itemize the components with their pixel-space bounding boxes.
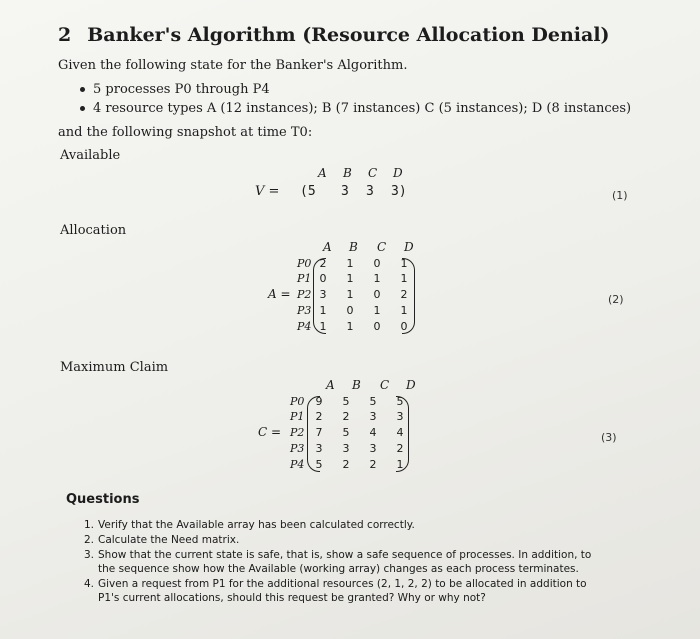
available-header: D — [393, 166, 403, 180]
allocation-cell: 1 — [346, 320, 354, 333]
maximum-claim-label: Maximum Claim — [60, 360, 169, 375]
question-number: 2. — [84, 534, 95, 546]
maximum-cell: 2 — [315, 410, 323, 423]
allocation-cell: 1 — [346, 272, 354, 285]
maximum-cell: 4 — [369, 426, 377, 439]
allocation-cell: 1 — [373, 272, 381, 285]
question-text-continued: the sequence show how the Available (working array) changes as each process terminates. — [98, 563, 579, 575]
equation-number-1: (1) — [612, 189, 628, 202]
maximum-cell: 2 — [342, 458, 350, 471]
maximum-cell: 5 — [342, 395, 350, 408]
maximum-cell: 5 — [342, 426, 350, 439]
maximum-cell: 5 — [369, 395, 377, 408]
question-text: Verify that the Available array has been calculated correctly. — [98, 519, 415, 531]
maximum-cell: 2 — [342, 410, 350, 423]
question-number: 4. — [84, 578, 95, 590]
allocation-process: P2 — [297, 288, 312, 301]
section-title — [58, 24, 610, 46]
allocation-header: C — [377, 240, 387, 254]
maximum-cell: 2 — [396, 442, 404, 455]
questions-heading: Questions — [66, 492, 140, 507]
bullet-item — [80, 82, 270, 97]
allocation-header: D — [404, 240, 414, 254]
available-label: Available — [60, 148, 121, 163]
available-value: (5 — [300, 184, 316, 199]
available-value: 3 — [366, 184, 374, 199]
allocation-cell: 1 — [400, 304, 408, 317]
available-header: B — [343, 166, 352, 180]
available-value: 3 — [341, 184, 349, 199]
allocation-process: P4 — [297, 320, 312, 333]
bullet-text: 5 processes P0 through P4 — [93, 82, 270, 97]
maximum-cell: 2 — [369, 458, 377, 471]
section-number: 2 — [58, 24, 72, 46]
available-header: C — [368, 166, 378, 180]
maximum-header: B — [352, 378, 361, 392]
maximum-process: P3 — [290, 442, 305, 455]
available-value: 3) — [391, 184, 407, 199]
maximum-cell: 3 — [315, 442, 323, 455]
maximum-process: P4 — [290, 458, 305, 471]
allocation-cell: 1 — [400, 272, 408, 285]
equation-number-2: (2) — [608, 293, 624, 306]
maximum-header: C — [380, 378, 390, 392]
question-item — [84, 549, 591, 561]
maximum-cell: 4 — [396, 426, 404, 439]
maximum-process: P0 — [290, 395, 305, 408]
maximum-matrix-name: C = — [258, 425, 282, 439]
maximum-cell: 3 — [342, 442, 350, 455]
maximum-cell: 1 — [396, 458, 404, 471]
question-item — [84, 534, 239, 546]
bullet-dot — [80, 106, 85, 111]
allocation-cell: 0 — [373, 288, 381, 301]
question-text: Calculate the Need matrix. — [98, 534, 240, 546]
question-number: 3. — [84, 549, 95, 561]
question-item — [84, 578, 587, 590]
maximum-process: P1 — [290, 410, 305, 423]
allocation-cell: 1 — [346, 288, 354, 301]
maximum-header: A — [326, 378, 335, 392]
available-vector-name: V = — [255, 184, 280, 199]
maximum-process: P2 — [290, 426, 305, 439]
section-heading: Banker's Algorithm (Resource Allocation Denial) — [87, 24, 610, 46]
maximum-cell: 3 — [396, 410, 404, 423]
equation-number-3: (3) — [601, 431, 617, 444]
maximum-cell: 9 — [315, 395, 323, 408]
allocation-process: P3 — [297, 304, 312, 317]
allocation-cell: 0 — [373, 320, 381, 333]
allocation-cell: 1 — [373, 304, 381, 317]
allocation-cell: 3 — [319, 288, 327, 301]
intro-text: Given the following state for the Banker's Algorithm. — [58, 58, 408, 73]
maximum-cell: 5 — [396, 395, 404, 408]
allocation-cell: 1 — [319, 304, 327, 317]
maximum-cell: 5 — [315, 458, 323, 471]
allocation-cell: 1 — [346, 257, 354, 270]
allocation-matrix-name: A = — [268, 287, 291, 301]
question-text: Given a request from P1 for the additional resources (2, 1, 2, 2) to be allocated in addition to — [98, 578, 587, 590]
bullet-dot — [80, 87, 85, 92]
allocation-cell: 2 — [319, 257, 327, 270]
allocation-cell: 0 — [373, 257, 381, 270]
allocation-cell: 1 — [400, 257, 408, 270]
allocation-header: B — [349, 240, 358, 254]
allocation-cell: 0 — [346, 304, 354, 317]
allocation-cell: 0 — [400, 320, 408, 333]
bullet-item — [80, 101, 631, 116]
question-text: Show that the current state is safe, that is, show a safe sequence of processes. In addition, to — [98, 549, 592, 561]
allocation-process: P0 — [297, 257, 312, 270]
maximum-cell: 7 — [315, 426, 323, 439]
allocation-cell: 1 — [319, 320, 327, 333]
maximum-cell: 3 — [369, 442, 377, 455]
allocation-header: A — [323, 240, 332, 254]
available-header: A — [318, 166, 327, 180]
allocation-process: P1 — [297, 272, 312, 285]
allocation-label: Allocation — [60, 223, 127, 238]
maximum-header: D — [406, 378, 416, 392]
maximum-cell: 3 — [369, 410, 377, 423]
question-number: 1. — [84, 519, 95, 531]
allocation-cell: 0 — [319, 272, 327, 285]
bullet-text: 4 resource types A (12 instances); B (7 instances) C (5 instances); D (8 instances) — [93, 101, 632, 116]
question-text-continued: P1's current allocations, should this request be granted? Why or why not? — [98, 592, 486, 604]
snapshot-text: and the following snapshot at time T0: — [58, 125, 313, 140]
allocation-cell: 2 — [400, 288, 408, 301]
question-item — [84, 519, 415, 531]
